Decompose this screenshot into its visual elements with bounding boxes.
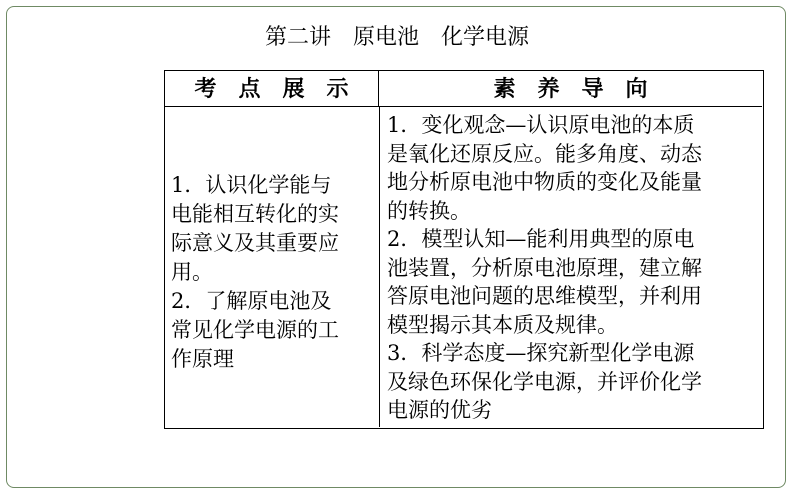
- header-literacy-guidance: 素 养 导 向: [379, 71, 762, 107]
- guidance-line: 答原电池问题的思维模型，并利用: [387, 284, 702, 308]
- exam-point-line: 电能相互转化的实: [171, 202, 339, 226]
- guidance-line: 及绿色环保化学电源，并评价化学: [387, 369, 702, 394]
- column-divider: [379, 107, 380, 427]
- guidance-line: 2．模型认知—能利用典型的原电: [387, 227, 695, 251]
- guidance-line: 地分析原电池中物质的变化及能量: [387, 170, 702, 194]
- content-table: [164, 70, 764, 429]
- guidance-line: 1．变化观念—认识原电池的本质: [387, 113, 695, 137]
- exam-point-line: 常见化学电源的工: [171, 318, 339, 342]
- guidance-line: 的转换。: [387, 198, 471, 223]
- literacy-guidance-cell: [387, 111, 759, 425]
- guidance-line: 3．科学态度—探究新型化学电源: [387, 341, 695, 365]
- guidance-line: 电源的优劣: [387, 398, 492, 422]
- exam-point-line: 作原理: [171, 347, 234, 371]
- exam-point-line: 2．了解原电池及: [171, 289, 332, 313]
- guidance-line: 模型揭示其本质及规律。: [387, 312, 618, 337]
- guidance-line: 池装置，分析原电池原理，建立解: [387, 255, 702, 280]
- exam-point-line: 用。: [171, 260, 213, 284]
- exam-point-line: 1．认识化学能与: [171, 173, 332, 197]
- header-exam-points: 考 点 展 示: [165, 71, 379, 107]
- page-title: 第二讲 原电池 化学电源: [264, 25, 529, 50]
- exam-points-cell: [171, 171, 375, 374]
- exam-point-line: 际意义及其重要应: [171, 231, 339, 255]
- guidance-line: 是氧化还原反应。能多角度、动态: [387, 141, 702, 166]
